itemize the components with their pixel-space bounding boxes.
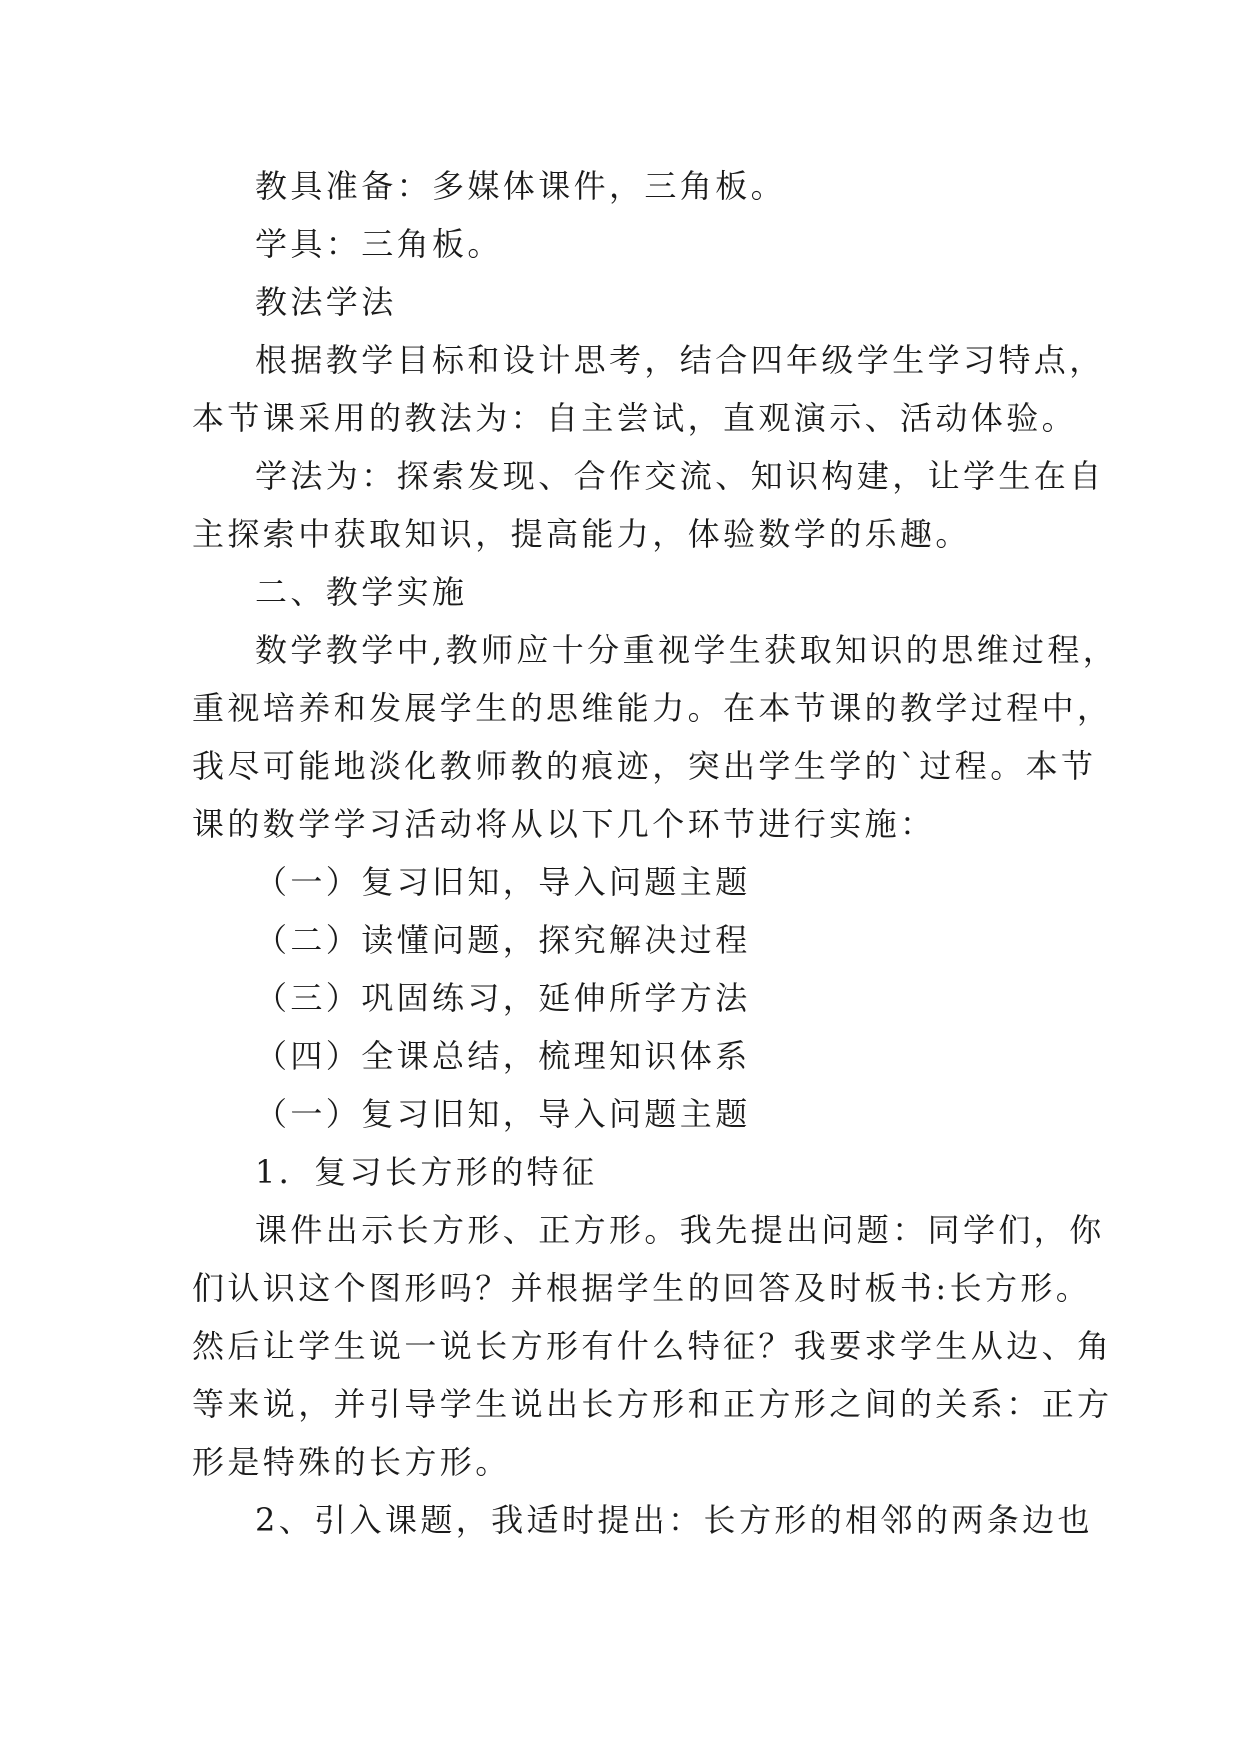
paragraph-line: 课件出示长方形、正方形。我先提出问题：同学们，你	[255, 1211, 1105, 1249]
paragraph-line: 等来说，并引导学生说出长方形和正方形之间的关系：正方	[192, 1385, 1113, 1423]
text-line-student-tools: 学具：三角板。	[255, 225, 503, 263]
paragraph-line: 2、引入课题，我适时提出：长方形的相邻的两条边也	[255, 1501, 1093, 1539]
paragraph-line: 们认识这个图形吗？并根据学生的回答及时板书:长方形。	[192, 1269, 1092, 1307]
section-heading-implementation: 二、教学实施	[255, 573, 468, 611]
section-heading-methods: 教法学法	[255, 283, 397, 321]
list-item: （三）巩固练习，延伸所学方法	[255, 979, 751, 1017]
paragraph-line: 本节课采用的教法为：自主尝试，直观演示、活动体验。	[192, 399, 1078, 437]
paragraph-line: 然后让学生说一说长方形有什么特征？我要求学生从边、角	[192, 1327, 1113, 1365]
list-item: （四）全课总结，梳理知识体系	[255, 1037, 751, 1075]
paragraph-line: 我尽可能地淡化教师教的痕迹，突出学生学的`过程。本节	[192, 747, 1097, 785]
paragraph-line: 学法为：探索发现、合作交流、知识构建，让学生在自	[255, 457, 1105, 495]
list-item: （二）读懂问题，探究解决过程	[255, 921, 751, 959]
numbered-heading: 1．复习长方形的特征	[255, 1153, 598, 1191]
paragraph-line: 数学教学中,教师应十分重视学生获取知识的思维过程，	[255, 631, 1119, 669]
paragraph-line: 根据教学目标和设计思考，结合四年级学生学习特点，	[255, 341, 1105, 379]
paragraph-line: 课的数学学习活动将从以下几个环节进行实施：	[192, 805, 936, 843]
text-line-teaching-aids: 教具准备：多媒体课件，三角板。	[255, 167, 787, 205]
subsection-heading: （一）复习旧知，导入问题主题	[255, 1095, 751, 1133]
paragraph-line: 主探索中获取知识，提高能力，体验数学的乐趣。	[192, 515, 971, 553]
paragraph-line: 重视培养和发展学生的思维能力。在本节课的教学过程中，	[192, 689, 1113, 727]
paragraph-line: 形是特殊的长方形。	[192, 1443, 511, 1481]
list-item: （一）复习旧知，导入问题主题	[255, 863, 751, 901]
